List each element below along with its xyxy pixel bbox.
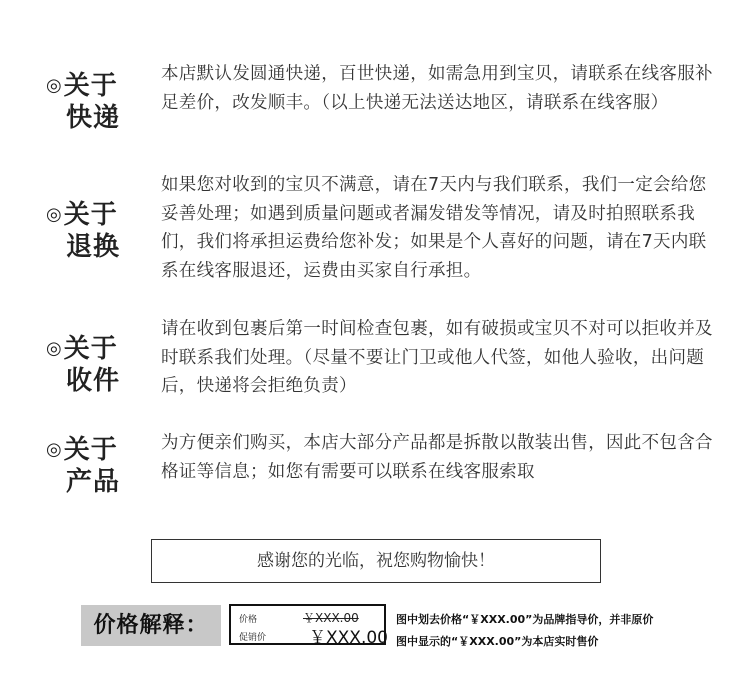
heading-line1: 关于 bbox=[63, 200, 118, 230]
heading-line1: 关于 bbox=[63, 435, 118, 465]
section-body: 为方便亲们购买，本店大部分产品都是拆散以散装出售，因此不包含合格证等信息；如您有需要可以联系在线客服索取 bbox=[161, 433, 713, 482]
thanks-message: 感谢您的光临，祝您购物愉快！ bbox=[151, 539, 601, 583]
circle-bullet-icon: ◎ bbox=[46, 204, 63, 225]
heading-line2: 收件 bbox=[66, 366, 121, 396]
section-heading bbox=[46, 434, 136, 498]
section-heading bbox=[46, 70, 136, 134]
heading-line1: 关于 bbox=[63, 334, 118, 364]
price-note-guide: 图中划去价格“￥XXX.00”为品牌指导价，并非原价 bbox=[396, 613, 654, 626]
circle-bullet-icon: ◎ bbox=[46, 439, 63, 460]
promo-price-label: 促销价 bbox=[239, 633, 267, 643]
circle-bullet-icon: ◎ bbox=[46, 338, 63, 359]
price-explain-label: 价格解释： bbox=[81, 605, 221, 646]
promo-price-value: ￥XXX.00 bbox=[309, 628, 388, 648]
circle-bullet-icon: ◎ bbox=[46, 75, 63, 96]
section-body: 本店默认发圆通快递，百世快递，如需急用到宝贝，请联系在线客服补足差价，改发顺丰。（以上快递无法送达地区，请联系在线客服） bbox=[161, 64, 713, 113]
section-body: 如果您对收到的宝贝不满意，请在7天内与我们联系，我们一定会给您妥善处理；如遇到质量问题或者漏发错发等情况，请及时拍照联系我们，我们将承担运费给您补发；如果是个人喜好的问题，请在7天内联系在线客服退还，运费由买家自行承担。 bbox=[161, 175, 707, 281]
section-body: 请在收到包裹后第一时间检查包裹，如有破损或宝贝不对可以拒收并及时联系我们处理。（尽量不要让门卫或他人代签，如他人验收，出问题后，快递将会拒绝负责） bbox=[161, 319, 713, 396]
price-note-actual: 图中显示的“￥XXX.00”为本店实时售价 bbox=[396, 635, 599, 648]
heading-line1: 关于 bbox=[63, 71, 118, 101]
heading-line2: 快递 bbox=[66, 103, 121, 133]
section-heading bbox=[46, 333, 136, 397]
original-price-value: ￥XXX.00 bbox=[303, 611, 359, 625]
price-sample-box bbox=[229, 604, 388, 648]
heading-line2: 退换 bbox=[66, 232, 121, 262]
heading-line2: 产品 bbox=[66, 467, 121, 497]
original-price-label: 价格 bbox=[239, 615, 258, 625]
section-heading bbox=[46, 199, 136, 263]
